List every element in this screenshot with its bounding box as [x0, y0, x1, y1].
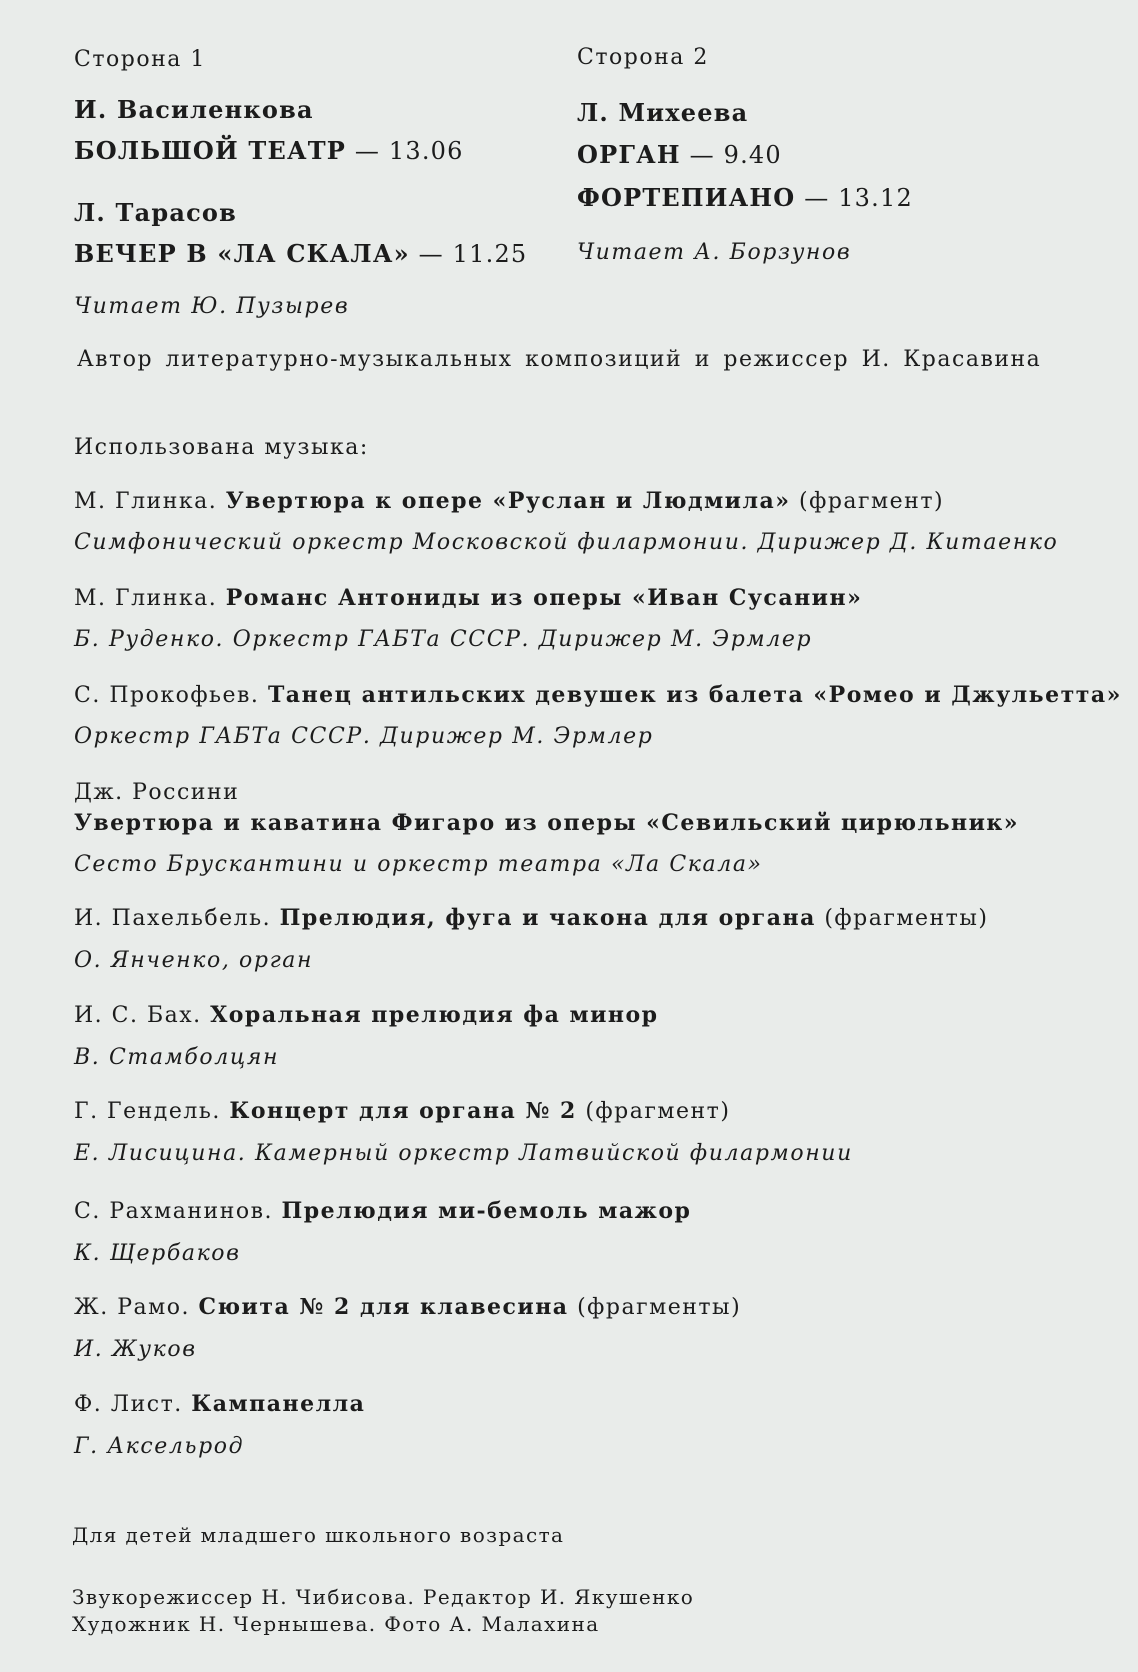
performer-line: Б. Руденко. Оркестр ГАБТа СССР. Дирижер М. Эрмлер: [74, 627, 813, 652]
music-work-line: [74, 585, 862, 611]
side2-label: Сторона 2: [577, 45, 709, 70]
music-work-line: [74, 810, 1019, 836]
side2-reader: Читает А. Борзунов: [577, 240, 852, 265]
work-title: Прелюдия ми-бемоль мажор: [281, 1198, 692, 1224]
work-title: Сюита № 2 для клавесина: [198, 1294, 569, 1320]
music-work-line: [74, 1098, 730, 1124]
credits-line1: Звукорежиссер Н. Чибисова. Редактор И. Якушенко: [72, 1585, 695, 1609]
side1-author1: И. Василенкова: [74, 95, 314, 124]
work-title: Хоральная прелюдия фа минор: [210, 1002, 659, 1028]
composer: М. Глинка.: [74, 586, 218, 611]
work-note: (фрагмент): [799, 489, 945, 514]
work-note: (фрагменты): [577, 1295, 742, 1320]
composer: И. С. Бах.: [74, 1003, 202, 1028]
composer: С. Рахманинов.: [74, 1199, 273, 1224]
music-work-line: [74, 1002, 659, 1028]
side1-track1: [74, 136, 464, 165]
side1-author2: Л. Тарасов: [74, 198, 237, 227]
work-title: Прелюдия, фуга и чакона для органа: [279, 905, 816, 931]
side1-title1: БОЛЬШОЙ ТЕАТР: [74, 136, 347, 165]
music-work-line: [74, 1198, 691, 1224]
performer-line: Симфонический оркестр Московской филармонии. Дирижер Д. Китаенко: [74, 530, 1059, 555]
work-title: Увертюра и каватина Фигаро из оперы «Севильский цирюльник»: [74, 810, 1020, 836]
performer-line: Г. Аксельрод: [74, 1434, 245, 1459]
composer: С. Прокофьев.: [74, 683, 260, 708]
side1-track2: [74, 239, 527, 268]
work-note: (фрагмент): [585, 1099, 731, 1124]
composer: М. Глинка.: [74, 489, 218, 514]
performer-line: О. Янченко, орган: [74, 948, 314, 973]
side2-author: Л. Михеева: [577, 98, 749, 127]
side1-time1: — 13.06: [354, 137, 464, 165]
music-work-line: [74, 1391, 365, 1417]
side1-time2: — 11.25: [418, 240, 528, 268]
music-work-line: [74, 1294, 741, 1320]
performer-line: В. Стамболцян: [74, 1045, 280, 1070]
side1-label: Сторона 1: [74, 47, 206, 72]
work-title: Танец антильских девушек из балета «Ромео и Джульетта»: [267, 682, 1122, 708]
side2-track2: [577, 183, 913, 212]
performer-line: И. Жуков: [74, 1337, 197, 1362]
composer: Ф. Лист.: [74, 1392, 183, 1417]
side2-track1: [577, 140, 782, 169]
music-work-line: [74, 905, 988, 931]
music-heading: Использована музыка:: [74, 435, 369, 460]
audience-note: Для детей младшего школьного возраста: [72, 1523, 565, 1547]
music-work-line: [74, 682, 1122, 708]
composer-line: Дж. Россини: [74, 780, 240, 805]
music-work-line: [74, 488, 944, 514]
side2-time2: — 13.12: [804, 184, 913, 212]
side2-title1: ОРГАН: [577, 140, 681, 169]
composer: Г. Гендель.: [74, 1099, 221, 1124]
side2-title2: ФОРТЕПИАНО: [577, 183, 796, 212]
performer-line: Е. Лисицина. Камерный оркестр Латвийской филармонии: [74, 1141, 853, 1166]
work-title: Романс Антониды из оперы «Иван Сусанин»: [225, 585, 863, 611]
work-title: Кампанелла: [191, 1391, 366, 1417]
side1-reader: Читает Ю. Пузырев: [74, 294, 350, 319]
performer-line: К. Щербаков: [74, 1241, 241, 1266]
author-director: Автор литературно-музыкальных композиций и режиссер И. Красавина: [77, 347, 1042, 372]
performer-line: Оркестр ГАБТа СССР. Дирижер М. Эрмлер: [74, 724, 654, 749]
performer-line: Сесто Брускантини и оркестр театра «Ла Скала»: [74, 852, 763, 877]
side1-title2: ВЕЧЕР В «ЛА СКАЛА»: [74, 239, 410, 268]
side2-time1: — 9.40: [689, 141, 782, 169]
work-title: Увертюра к опере «Руслан и Людмила»: [225, 488, 791, 514]
work-title: Концерт для органа № 2: [229, 1098, 577, 1124]
credits-line2: Художник Н. Чернышева. Фото А. Малахина: [72, 1612, 600, 1636]
composer: Ж. Рамо.: [74, 1295, 190, 1320]
work-note: (фрагменты): [824, 906, 989, 931]
composer: И. Пахельбель.: [74, 906, 272, 931]
